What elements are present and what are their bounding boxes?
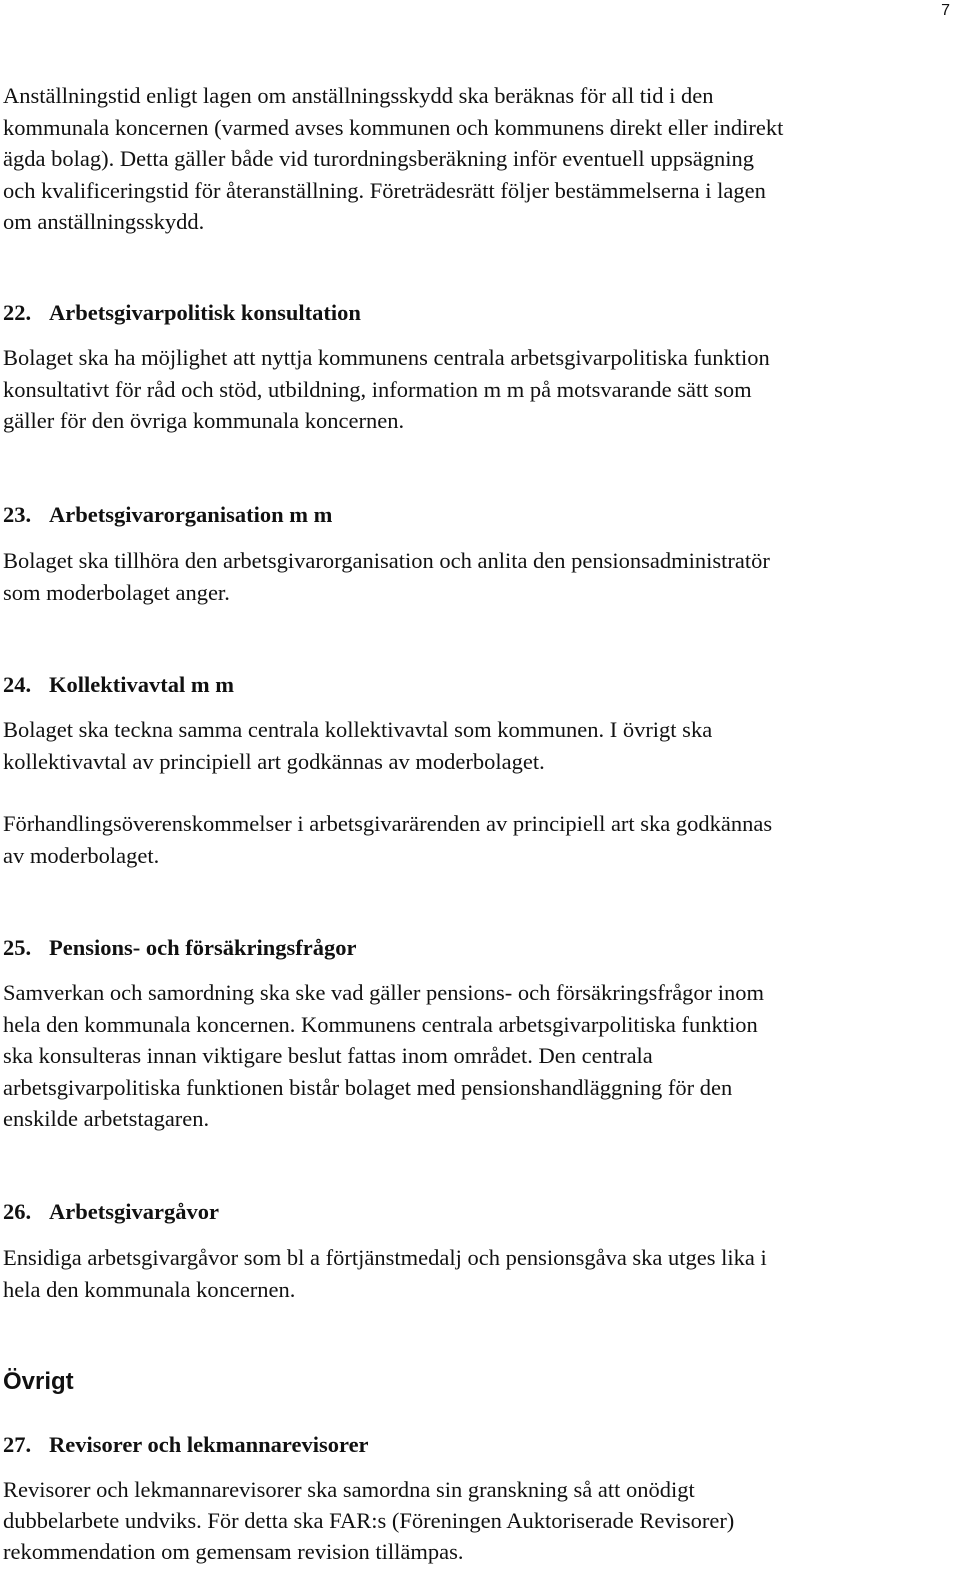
- text-line: ska konsulteras innan viktigare beslut fattas inom området. Den centrala: [3, 1043, 653, 1068]
- text-line: som moderbolaget anger.: [3, 579, 230, 605]
- section-heading-27: [3, 1430, 369, 1460]
- text-line: konsultativt för råd och stöd, utbildning, information m m på motsvarande sätt som: [3, 376, 752, 402]
- text-line: Bolaget ska teckna samma centrala kollektivavtal som kommunen. I övrigt ska: [3, 717, 713, 742]
- text-line: enskilde arbetstagaren.: [3, 1106, 210, 1131]
- section-number: 27.: [3, 1432, 32, 1457]
- text-line: Anställningstid enligt lagen om anställningsskydd ska beräknas för all tid i den: [3, 83, 714, 108]
- section-24-paragraph-2: [3, 808, 772, 871]
- section-title: Revisorer och lekmannarevisorer: [49, 1432, 369, 1457]
- intro-paragraph: [3, 80, 783, 238]
- text-line: Samverkan och samordning ska ske vad gäller pensions- och försäkringsfrågor inom: [3, 980, 765, 1005]
- section-title: Arbetsgivarorganisation m m: [49, 502, 333, 527]
- section-number: 22.: [3, 300, 32, 325]
- section-title: Kollektivavtal m m: [49, 672, 234, 697]
- text-line: Bolaget ska tillhöra den arbetsgivarorganisation och anlita den pensionsadministratör: [3, 548, 770, 573]
- section-number: 24.: [3, 672, 32, 697]
- section-number: 26.: [3, 1199, 32, 1224]
- text-line: Bolaget ska ha möjlighet att nyttja kommunens centrala arbetsgivarpolitiska funktion: [3, 345, 770, 370]
- text-line: om anställningsskydd.: [3, 209, 205, 234]
- section-25-paragraph: [3, 977, 764, 1135]
- text-line: Förhandlingsöverenskommelser i arbetsgivarärenden av principiell art ska godkännas: [3, 811, 773, 836]
- section-title: Arbetsgivarpolitisk konsultation: [49, 300, 361, 325]
- text-line: ägda bolag). Detta gäller både vid turordningsberäkning inför eventuell uppsägning: [3, 146, 755, 171]
- section-23-paragraph: [3, 545, 770, 608]
- text-line: dubbelarbete undviks. För detta ska FAR:s (Föreningen Auktoriserade Revisorer): [3, 1508, 735, 1533]
- text-line: av moderbolaget.: [3, 842, 160, 868]
- section-24-paragraph-1: [3, 714, 712, 777]
- text-line: hela den kommunala koncernen. Kommunens centrala arbetsgivarpolitiska funktion: [3, 1011, 758, 1037]
- section-22-paragraph: [3, 342, 770, 437]
- text-line: kollektivavtal av principiell art godkännas av moderbolaget.: [3, 748, 545, 774]
- section-title: Arbetsgivargåvor: [49, 1199, 219, 1224]
- text-line: Revisorer och lekmannarevisorer ska samordna sin granskning så att onödigt: [3, 1477, 695, 1502]
- text-line: gäller för den övriga kommunala koncernen.: [3, 408, 405, 433]
- text-line: och kvalificeringstid för återanställning. Företrädesrätt följer bestämmelserna i lagen: [3, 177, 766, 203]
- section-number: 25.: [3, 935, 32, 960]
- text-line: hela den kommunala koncernen.: [3, 1276, 296, 1302]
- section-title: Pensions- och försäkringsfrågor: [49, 935, 357, 960]
- section-heading-25: [3, 933, 357, 963]
- text-line: arbetsgivarpolitiska funktionen bistår bolaget med pensionshandläggning för den: [3, 1074, 733, 1100]
- text-line: Ensidiga arbetsgivargåvor som bl a förtjänstmedalj och pensionsgåva ska utges lika i: [3, 1245, 767, 1270]
- section-26-paragraph: [3, 1242, 767, 1305]
- section-heading-26: [3, 1197, 219, 1227]
- section-heading-23: [3, 500, 332, 530]
- section-number: 23.: [3, 502, 32, 527]
- section-heading-24: [3, 670, 234, 700]
- section-27-paragraph: [3, 1474, 734, 1567]
- section-heading-22: [3, 298, 361, 328]
- text-line: kommunala koncernen (varmed avses kommunen och kommunens direkt eller indirekt: [3, 114, 784, 140]
- group-heading-ovrigt: Övrigt: [3, 1368, 74, 1395]
- page-number: 7: [941, 2, 950, 19]
- text-line: rekommendation om gemensam revision tillämpas.: [3, 1539, 464, 1564]
